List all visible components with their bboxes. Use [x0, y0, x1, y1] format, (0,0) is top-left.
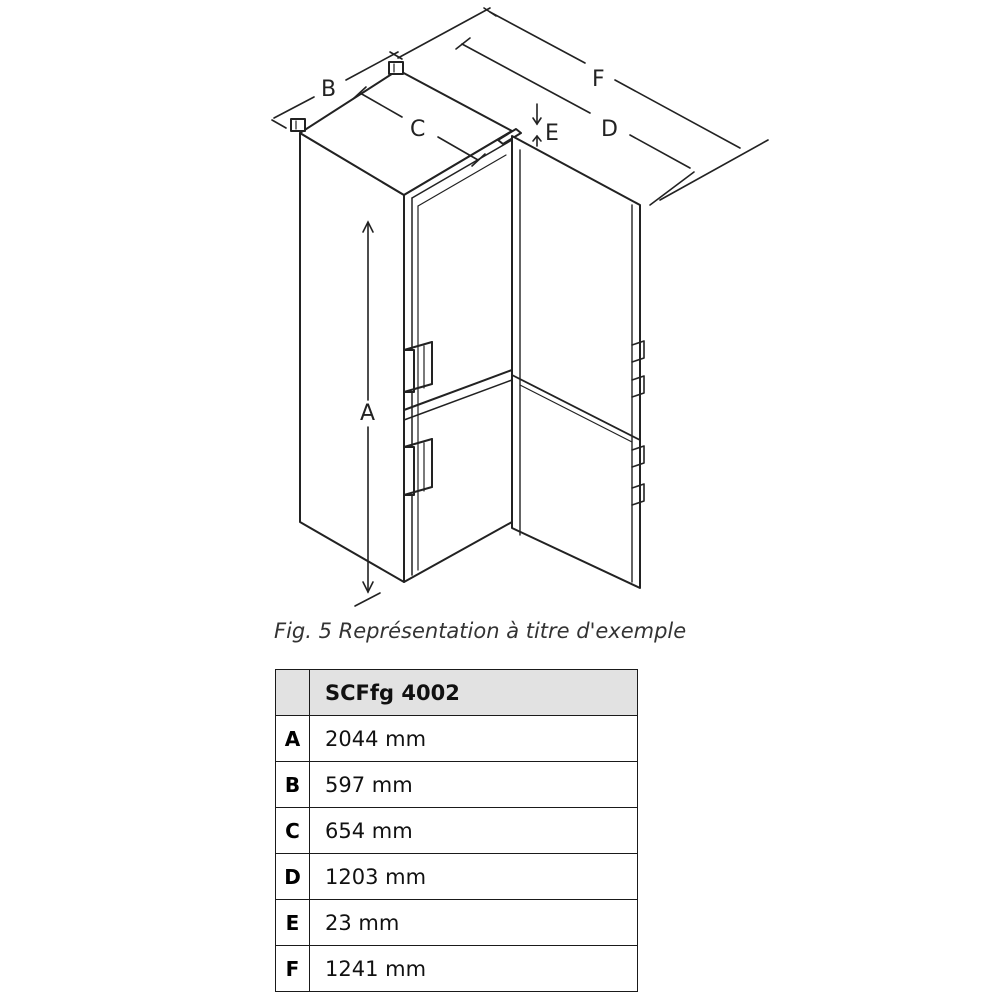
table-corner-cell: [276, 670, 310, 716]
table-row: [276, 854, 638, 900]
row-key: C: [276, 808, 310, 854]
row-value: 23 mm: [310, 900, 638, 946]
dimension-label-a: A: [360, 401, 376, 426]
row-value: 2044 mm: [310, 716, 638, 762]
model-name: SCFfg 4002: [310, 670, 638, 716]
row-key: D: [276, 854, 310, 900]
dimension-line-e: [533, 104, 541, 146]
table-header-row: [276, 670, 638, 716]
table-row: [276, 762, 638, 808]
table-row: [276, 900, 638, 946]
dimension-label-b: B: [321, 77, 337, 102]
row-key: B: [276, 762, 310, 808]
figure-caption: Fig. 5 Représentation à titre d'exemple: [274, 619, 687, 643]
top-hinge-right: [389, 62, 403, 74]
row-key: F: [276, 946, 310, 992]
dimension-label-d: D: [601, 117, 618, 142]
row-value: 1241 mm: [310, 946, 638, 992]
open-door: [512, 136, 640, 588]
row-key: A: [276, 716, 310, 762]
dimension-label-c: C: [410, 117, 426, 142]
dimensions-table: [275, 669, 638, 992]
dimension-label-f: F: [592, 67, 605, 92]
row-value: 597 mm: [310, 762, 638, 808]
cabinet-front: [404, 131, 512, 582]
table-row: [276, 946, 638, 992]
row-key: E: [276, 900, 310, 946]
row-value: 654 mm: [310, 808, 638, 854]
top-hinge-left: [291, 119, 305, 131]
row-value: 1203 mm: [310, 854, 638, 900]
cabinet-side: [300, 133, 404, 582]
table-row: [276, 808, 638, 854]
dimension-label-e: E: [545, 121, 559, 146]
table-row: [276, 716, 638, 762]
